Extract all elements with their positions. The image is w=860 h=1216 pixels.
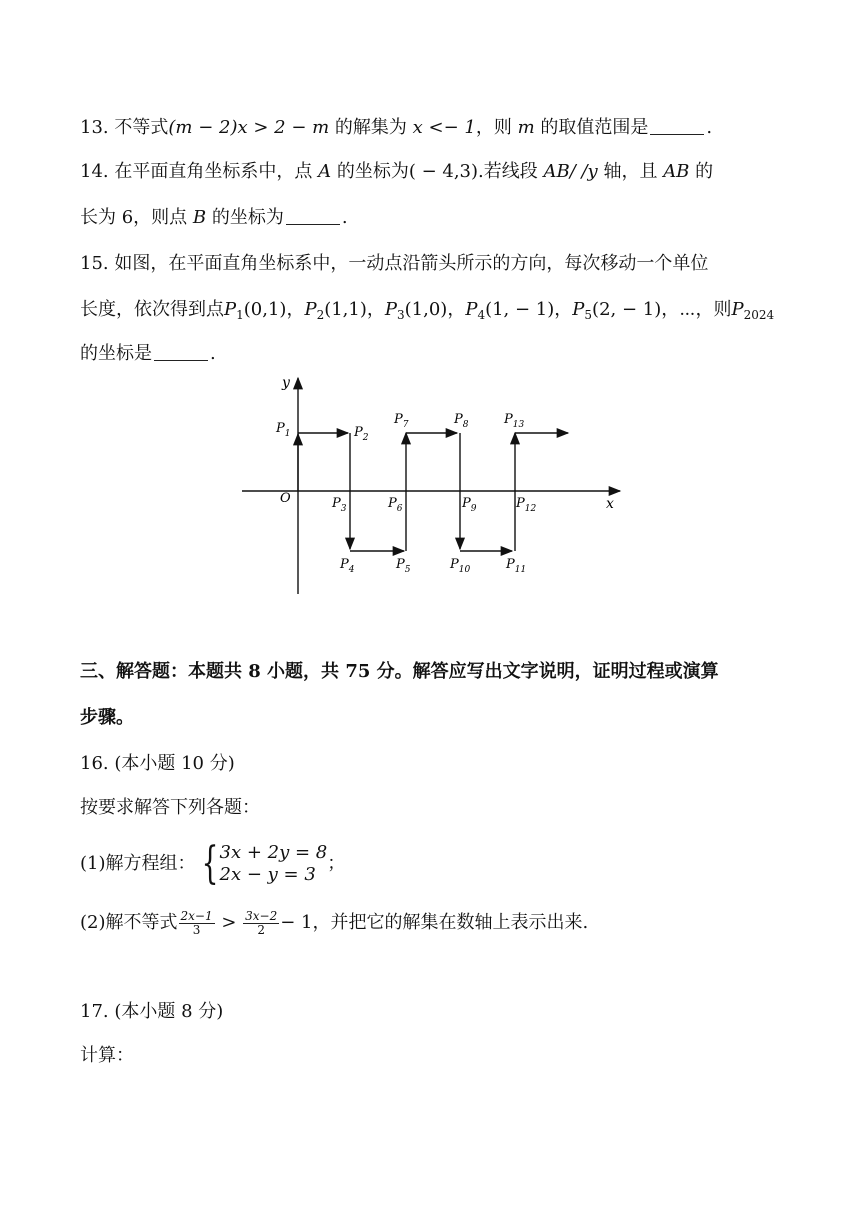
point-name: P: [572, 299, 585, 320]
q13-period: .: [706, 117, 713, 138]
point-name: P: [384, 299, 397, 320]
point-subscript: 2024: [743, 308, 775, 322]
q14-text: 在平面直角坐标系中，点: [108, 161, 319, 182]
separator: ，: [366, 299, 385, 320]
q15-text: 如图，在平面直角坐标系中，一动点沿箭头所示的方向，每次移动一个单位: [108, 253, 709, 274]
q13-text: 的解集为: [329, 117, 413, 138]
part-1-label: (1)解方程组：: [80, 853, 196, 874]
part-2-text: ，并把它的解集在数轴上表示出来.: [312, 912, 589, 933]
fraction-numerator: 2x−1: [180, 908, 213, 923]
q15-text: 的坐标是: [80, 343, 152, 364]
fraction-denominator: 3: [192, 922, 201, 937]
point-subscript: 2: [316, 308, 325, 322]
equation-2: 2x − y = 3: [219, 864, 316, 885]
q13-text: ，则: [475, 117, 518, 138]
question-16-part-2: [80, 908, 588, 938]
q14-period: .: [341, 207, 348, 228]
point-coord: (1, − 1): [485, 299, 555, 320]
point-label-p2: $P_2$: [354, 425, 369, 443]
q14-coord-a: ( − 4,3): [408, 161, 479, 182]
q15-period: .: [210, 343, 216, 364]
point-label-p12: $P_{12}$: [516, 496, 537, 514]
coordinate-figure: [230, 370, 630, 600]
point-subscript: 3: [397, 308, 405, 322]
question-14-line-2: [80, 206, 348, 230]
part-1-end: ；: [327, 853, 346, 874]
q14-segment-parallel: AB/ /y: [543, 161, 598, 182]
point-label-p6: $P_6$: [388, 496, 403, 514]
q14-text: 的坐标为: [331, 161, 409, 182]
question-15-line-2: [80, 298, 774, 327]
q13-inequality: (m − 2)x > 2 − m: [168, 117, 330, 138]
q14-answer-blank: [286, 208, 340, 225]
point-label-p3: $P_3$: [332, 496, 347, 514]
q14-text: 的坐标为: [206, 207, 284, 228]
fraction-1: [179, 910, 215, 937]
q14-segment-ab: AB: [663, 161, 690, 182]
greater-than: >: [215, 912, 243, 933]
q15-point-p3: [385, 299, 447, 320]
point-label-p10: $P_{10}$: [450, 557, 471, 575]
q15-point-p2024: [731, 299, 774, 320]
q13-answer-blank: [650, 118, 704, 135]
q13-text: 不等式: [108, 117, 169, 138]
left-brace: {: [201, 838, 218, 889]
question-17-intro: 计算：: [80, 1045, 134, 1066]
point-subscript: 5: [584, 308, 593, 322]
section-3-heading-line-2: 步骤。: [80, 707, 134, 728]
q13-number: 13.: [80, 117, 109, 138]
q15-point-p4: [465, 299, 554, 320]
part-2-label: (2)解不等式: [80, 912, 178, 933]
q14-text: 长为 6，则点: [80, 207, 193, 228]
q15-number: 15.: [80, 253, 109, 274]
question-16-part-1: [80, 838, 346, 889]
point-label-p9: $P_9$: [462, 496, 477, 514]
point-coord: (0,1): [243, 299, 287, 320]
question-13: [80, 116, 712, 140]
q15-point-p2: [304, 299, 366, 320]
q14-text: 的: [689, 161, 714, 182]
point-label-p4: $P_4$: [340, 557, 355, 575]
section-3-heading: 三、解答题：本题共 8 小题，共 75 分。解答应写出文字说明，证明过程或演算: [80, 661, 719, 682]
question-16-heading: 16. (本小题 10 分): [80, 753, 235, 774]
point-name: P: [465, 299, 478, 320]
point-name: P: [304, 299, 317, 320]
point-label-p7: $P_7$: [394, 412, 409, 430]
point-subscript: 1: [236, 308, 244, 322]
fraction-numerator: 3x−2: [245, 908, 278, 923]
point-coord: (2, − 1): [592, 299, 662, 320]
point-name: P: [731, 299, 744, 320]
point-label-p5: $P_5$: [396, 557, 411, 575]
equation-system: [196, 838, 328, 889]
fraction-2: [243, 910, 279, 937]
separator: ，: [447, 299, 466, 320]
question-14: [80, 160, 713, 184]
q13-var-m: m: [517, 117, 535, 138]
fraction-denominator: 2: [257, 922, 265, 937]
question-17-heading: 17. (本小题 8 分): [80, 1001, 224, 1022]
point-label-p8: $P_8$: [454, 412, 469, 430]
q15-point-p1: [224, 299, 286, 320]
point-coord: (1,0): [404, 299, 448, 320]
question-15: [80, 252, 708, 276]
x-axis-label: x: [606, 496, 614, 512]
separator: ，: [286, 299, 305, 320]
point-label-p13: $P_{13}$: [504, 412, 525, 430]
q14-text: .若线段: [478, 161, 544, 182]
separator: ，: [661, 299, 680, 320]
q14-point-b: B: [192, 207, 207, 228]
q13-solution-set: x <− 1: [412, 117, 476, 138]
q14-point-a: A: [318, 161, 332, 182]
equation-1: 3x + 2y = 8: [219, 842, 328, 863]
q15-ellipsis: ⋯，则: [679, 299, 732, 320]
q15-text: 长度，依次得到点: [80, 299, 224, 320]
separator: ，: [554, 299, 573, 320]
point-subscript: 4: [477, 308, 486, 322]
minus-one: − 1: [280, 912, 313, 933]
origin-label: O: [280, 491, 291, 506]
point-name: P: [224, 299, 237, 320]
q15-point-p5: [572, 299, 661, 320]
y-axis-label: y: [282, 375, 290, 391]
q14-text: 轴，且: [597, 161, 664, 182]
point-label-p11: $P_{11}$: [506, 557, 527, 575]
question-16-intro: 按要求解答下列各题：: [80, 797, 260, 818]
q14-number: 14.: [80, 161, 109, 182]
q13-text: 的取值范围是: [534, 117, 649, 138]
question-15-line-3: [80, 342, 216, 366]
point-label-p1: $P_1$: [276, 421, 291, 439]
q15-answer-blank: [154, 344, 208, 361]
point-coord: (1,1): [324, 299, 367, 320]
